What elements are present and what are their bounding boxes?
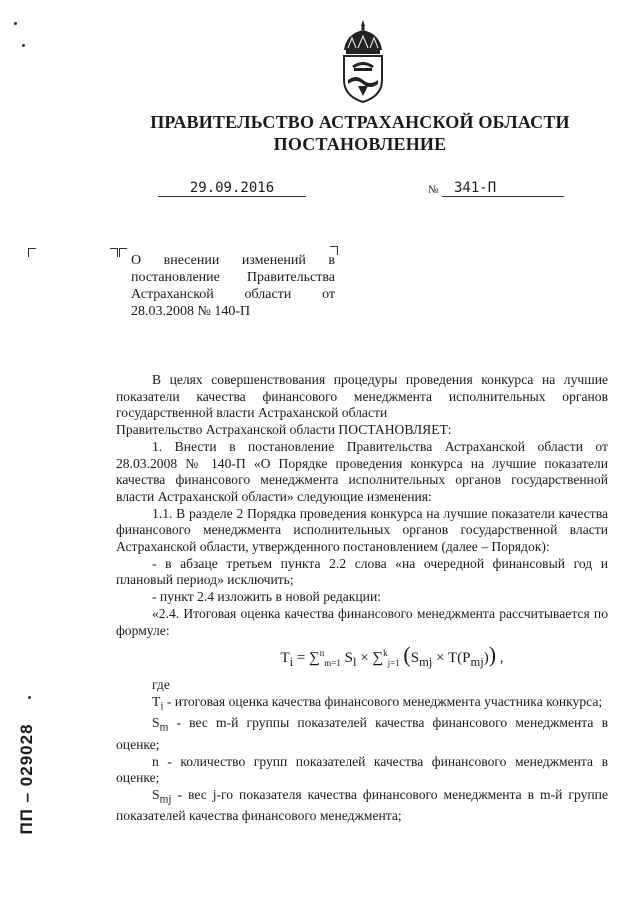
paragraph: 1.1. В разделе 2 Порядка проведения конкурса на лучшие показатели качества финансового менеджмента исполнительных органов государственной власти Астраханской области, утвержденного постановлением (далее – Порядок): — [116, 505, 608, 555]
document-number: 341-П — [442, 180, 564, 197]
scan-speck — [14, 22, 17, 25]
coat-of-arms-emblem — [338, 18, 388, 104]
document-body — [116, 372, 608, 825]
paragraph: «2.4. Итоговая оценка качества финансового менеджмента рассчитывается по формуле: — [116, 605, 608, 638]
definition-sm: $S_m$ - вес m-й группы показателей качества финансового менеджмента в оценке; — [116, 715, 608, 752]
document-type-title: ПОСТАНОВЛЕНИЕ — [273, 134, 447, 154]
document-subject: О внесении изменений в постановление Правительства Астраханской области от 28.03.2008 № 140-П — [131, 253, 335, 319]
definition-smj: $S_{mj}$ - вес j-го показателя качества финансового менеджмента в m-й группе показателей качества финансового менеджмента; — [116, 786, 608, 824]
scan-speck — [22, 44, 25, 47]
corner-mark — [110, 248, 118, 257]
document-date: 29.09.2016 — [158, 180, 306, 197]
paragraph: где — [152, 677, 170, 693]
paragraph: - в абзаце третьем пункта 2.2 слова «на очередной финансовый год и плановый период» исключить; — [116, 555, 608, 588]
number-sign: № — [428, 184, 439, 196]
paragraph: Правительство Астраханской области ПОСТАНОВЛЯЕТ: — [116, 422, 452, 438]
definition-n: n - количество групп показателей качества финансового менеджмента в оценке; — [116, 753, 608, 786]
scan-speck — [28, 696, 31, 699]
corner-mark — [28, 248, 36, 257]
paragraph: В целях совершенствования процедуры проведения конкурса на лучшие показатели качества финансового менеджмента исполнительных органов государственной власти Астраханской области — [116, 372, 608, 421]
paragraph: 1. Внести в постановление Правительства Астраханской области от 28.03.2008 № 140-П «О Порядке проведения конкурса на лучшие показатели качества финансового менеджмента исполнительных органов государственной власти Астраханской области» следующие изменения: — [116, 438, 608, 504]
paragraph: - пункт 2.4 изложить в новой редакции: — [152, 589, 382, 605]
corner-mark — [119, 248, 127, 257]
formula: $T_i = \sum^n_{m=1}$ $S_l \times \sum^k_{j=1}$ $(S_{mj} \times T(P_{mj}))$ , — [280, 642, 504, 670]
side-serial-stamp: ПП – 029028 — [17, 723, 36, 835]
definition-ti: $T_i$ - итоговая оценка качества финансового менеджмента участника конкурса; — [152, 693, 603, 713]
government-title: ПРАВИТЕЛЬСТВО АСТРАХАНСКОЙ ОБЛАСТИ — [150, 112, 570, 132]
